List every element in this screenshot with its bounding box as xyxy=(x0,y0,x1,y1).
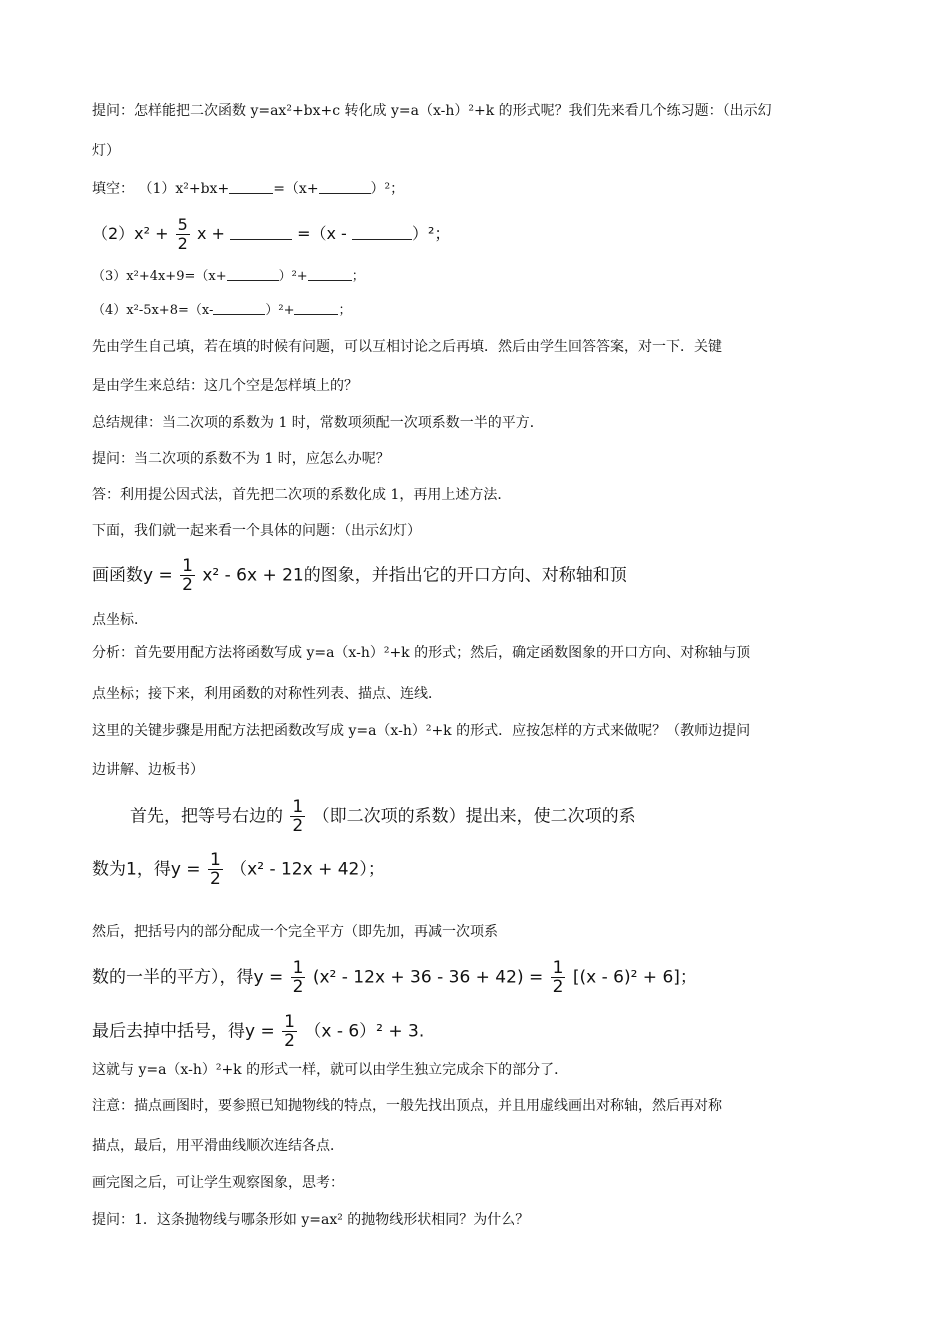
paragraph-answer: 答：利用提公因式法，首先把二次项的系数化成 1，再用上述方法． xyxy=(92,487,512,503)
exercise-3-part-a: （3）x²+4x+9=（x+ xyxy=(92,269,227,284)
exercise-4 xyxy=(92,300,352,321)
step-1-part-a: 首先，把等号右边的 xyxy=(130,806,283,827)
exercise-3-part-c: ； xyxy=(351,269,365,284)
problem-part-a: 画函数y = xyxy=(92,565,173,586)
exercise-2-part-b: x + xyxy=(196,224,225,243)
step-3-part-c: [(x - 6)² + 6]； xyxy=(572,967,697,988)
paragraph-same-form: 这就与 y=a（x-h）²+k 的形式一样，就可以由学生独立完成余下的部分了． xyxy=(92,1062,569,1078)
step-4-part-b: （x - 6）² + 3. xyxy=(304,1021,425,1042)
fraction: $\frac{1}{2}$ xyxy=(284,1012,295,1051)
exercise-1-part-c: ）²； xyxy=(370,181,405,197)
blank xyxy=(352,221,412,240)
paragraph-question-intro: 提问：怎样能把二次函数 y=ax²+bx+c 转化成 y=a（x-h）²+k 的形式呢？我们先来看几个练习题：（出示幻 xyxy=(92,103,772,119)
exercise-3-part-b: ）²+ xyxy=(278,269,308,284)
exercise-4-part-a: （4）x²-5x+8=（x- xyxy=(92,303,214,318)
step-3 xyxy=(92,959,697,996)
step-4 xyxy=(92,1013,424,1050)
step-4-part-a: 最后去掉中括号，得y = xyxy=(92,1021,275,1042)
problem-statement xyxy=(92,557,627,594)
fill-label: 填空： xyxy=(92,181,134,197)
step-2 xyxy=(92,851,385,888)
blank xyxy=(230,221,292,240)
paragraph-question-3: 提问：1．这条抛物线与哪条形如 y=ax² 的抛物线形状相同？为什么？ xyxy=(92,1212,530,1228)
fraction: $\frac{1}{2}$ xyxy=(292,797,304,836)
paragraph-question-intro-cont: 灯） xyxy=(92,143,120,159)
paragraph-note: 注意：描点画图时，要参照已知抛物线的特点，一般先找出顶点，并且用虚线画出对称轴，然后再对称 xyxy=(92,1098,722,1114)
exercise-4-part-c: ； xyxy=(338,303,352,318)
paragraph-student-fill-cont: 是由学生来总结：这几个空是怎样填上的？ xyxy=(92,378,358,394)
exercise-1 xyxy=(92,179,404,199)
blank xyxy=(229,179,273,194)
paragraph-observe: 画完图之后，可让学生观察图象，思考： xyxy=(92,1175,344,1191)
problem-statement-cont: 点坐标． xyxy=(92,612,148,628)
step-1 xyxy=(130,798,636,835)
blank xyxy=(319,179,371,194)
step-3-part-b: (x² - 12x + 36 - 36 + 42) = xyxy=(312,967,544,988)
paragraph-question-2: 提问：当二次项的系数不为 1 时，应怎么办呢？ xyxy=(92,451,390,467)
exercise-2 xyxy=(92,216,450,253)
paragraph-student-fill: 先由学生自己填，若在填的时候有问题，可以互相讨论之后再填．然后由学生回答答案，对一下．关键 xyxy=(92,339,722,355)
step-2-part-a: 数为1，得y = xyxy=(92,859,201,880)
blank xyxy=(308,266,352,281)
exercise-2-part-d: ）²； xyxy=(411,224,451,243)
exercise-2-part-c: =（x - xyxy=(297,224,347,243)
paragraph-next-problem: 下面，我们就一起来看一个具体的问题：（出示幻灯） xyxy=(92,523,421,539)
paragraph-analysis: 分析：首先要用配方法将函数写成 y=a（x-h）²+k 的形式；然后，确定函数图象的开口方向、对称轴与顶 xyxy=(92,645,751,661)
exercise-1-part-a: （1）x²+bx+ xyxy=(138,181,230,197)
paragraph-key-step-cont: 边讲解、边板书） xyxy=(92,762,204,778)
paragraph-note-cont: 描点，最后，用平滑曲线顺次连结各点． xyxy=(92,1138,344,1154)
step-3-part-a: 数的一半的平方），得y = xyxy=(92,967,284,988)
problem-part-b: x² - 6x + 21的图象，并指出它的开口方向、对称轴和顶 xyxy=(202,565,627,586)
paragraph-complete-square: 然后，把括号内的部分配成一个完全平方（即先加，再减一次项系 xyxy=(92,924,498,940)
exercise-4-part-b: ）²+ xyxy=(265,303,295,318)
exercise-3 xyxy=(92,266,365,287)
exercise-1-part-b: =（x+ xyxy=(273,181,319,197)
fraction: $\frac{1}{2}$ xyxy=(552,958,564,997)
exercise-2-part-a: （2）x² + xyxy=(92,224,169,243)
step-1-part-b: （即二次项的系数）提出来，使二次项的系 xyxy=(312,806,636,827)
paragraph-rule-summary: 总结规律：当二次项的系数为 1 时，常数项须配一次项系数一半的平方． xyxy=(92,415,544,431)
blank xyxy=(213,300,265,315)
fraction: $\frac{1}{2}$ xyxy=(292,958,304,997)
paragraph-analysis-cont: 点坐标；接下来，利用函数的对称性列表、描点、连线． xyxy=(92,686,442,702)
step-2-part-b: （x² - 12x + 42）； xyxy=(230,859,385,880)
fraction: $\frac{5}{2}$ xyxy=(177,215,188,253)
paragraph-key-step: 这里的关键步骤是用配方法把函数改写成 y=a（x-h）²+k 的形式．应按怎样的方式来做呢？（教师边提问 xyxy=(92,723,751,739)
blank xyxy=(294,300,338,315)
fraction: $\frac{1}{2}$ xyxy=(209,850,221,889)
fraction: $\frac{1}{2}$ xyxy=(182,556,193,595)
blank xyxy=(227,266,279,281)
